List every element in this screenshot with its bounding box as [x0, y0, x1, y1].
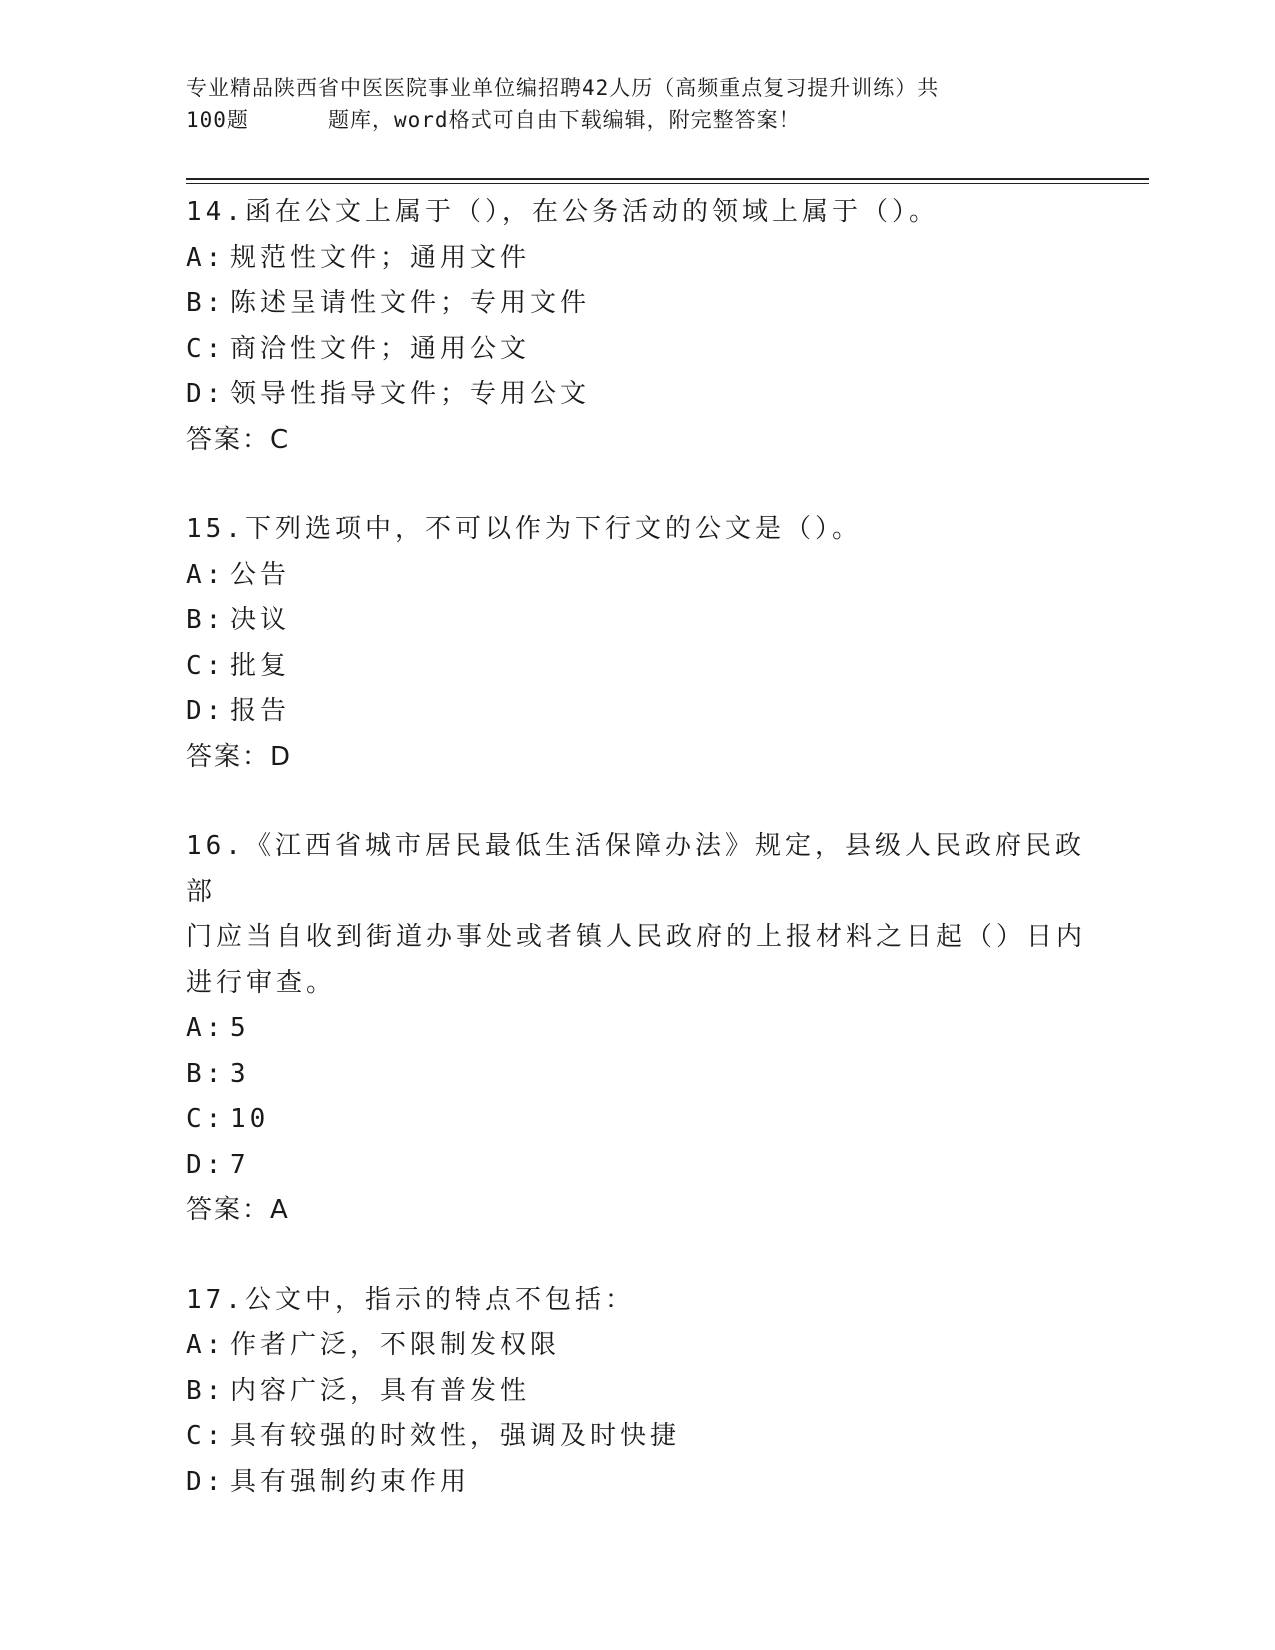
option-c — [186, 327, 1086, 373]
question-text: 14.函在公文上属于（），在公务活动的领域上属于（）。 — [186, 197, 939, 227]
document-header — [186, 72, 1066, 136]
option-text: 报告 — [230, 696, 291, 726]
option-letter: B: — [186, 1058, 226, 1089]
option-a — [186, 553, 1086, 599]
question-text: 17.公文中，指示的特点不包括： — [186, 1284, 635, 1315]
answer-text: 答案：D — [186, 741, 293, 772]
header-question-count: 100题 — [186, 108, 249, 132]
question-14 — [186, 190, 1086, 463]
header-description: 题库，word格式可自由下载编辑，附完整答案！ — [328, 108, 801, 132]
option-letter: C: — [186, 1104, 226, 1134]
option-a — [186, 1006, 1086, 1052]
option-text: 商洽性文件；通用公文 — [230, 333, 531, 364]
option-d — [186, 372, 1086, 418]
option-letter: A: — [186, 1330, 226, 1360]
option-a — [186, 236, 1086, 282]
option-text: 7 — [230, 1149, 250, 1180]
header-divider-thin — [186, 183, 1149, 184]
option-letter: C: — [186, 650, 226, 681]
option-text: 领导性指导文件；专用公文 — [230, 379, 591, 409]
question-text: 15.下列选项中，不可以作为下行文的公文是（）。 — [186, 514, 862, 544]
option-b — [186, 1369, 1086, 1415]
header-line-1: 专业精品陕西省中医医院事业单位编招聘42人历（高频重点复习提升训练）共 — [186, 76, 940, 100]
header-line-2 — [186, 104, 1066, 136]
option-letter: A: — [186, 559, 226, 590]
option-b — [186, 1052, 1086, 1098]
option-b — [186, 281, 1086, 327]
question-16 — [186, 824, 1086, 1234]
option-b — [186, 598, 1086, 644]
option-text: 批复 — [230, 650, 291, 681]
option-text: 决议 — [230, 605, 291, 635]
option-text: 10 — [230, 1104, 270, 1134]
option-text: 陈述呈请性文件；专用文件 — [230, 288, 591, 318]
option-letter: B: — [186, 605, 226, 635]
option-c — [186, 1414, 1086, 1460]
option-letter: A: — [186, 1013, 226, 1043]
question-text-line-3: 进行审查。 — [186, 967, 337, 998]
question-list — [186, 190, 1086, 1549]
answer-text: 答案：A — [186, 1195, 290, 1225]
header-divider-thick — [186, 178, 1149, 180]
option-text: 5 — [230, 1013, 250, 1043]
option-letter: D: — [186, 1149, 226, 1180]
option-d — [186, 689, 1086, 735]
option-letter: A: — [186, 242, 226, 273]
question-text-line-2: 门应当自收到街道办事处或者镇人民政府的上报材料之日起（）日内 — [186, 922, 1087, 952]
option-text: 具有较强的时效性，强调及时快捷 — [230, 1421, 681, 1451]
question-17 — [186, 1278, 1086, 1506]
option-letter: D: — [186, 696, 226, 726]
option-text: 规范性文件；通用文件 — [230, 242, 531, 273]
option-letter: D: — [186, 1466, 226, 1497]
option-letter: C: — [186, 1421, 226, 1451]
option-letter: C: — [186, 333, 226, 364]
option-text: 3 — [230, 1058, 250, 1089]
option-text: 公告 — [230, 559, 291, 590]
question-text-line-1: 16.《江西省城市居民最低生活保障办法》规定，县级人民政府民政部 — [186, 831, 1085, 907]
option-d — [186, 1460, 1086, 1506]
option-c — [186, 644, 1086, 690]
option-c — [186, 1097, 1086, 1143]
option-text: 内容广泛，具有普发性 — [230, 1375, 531, 1406]
answer-text: 答案：C — [186, 424, 291, 455]
question-15 — [186, 507, 1086, 780]
option-d — [186, 1143, 1086, 1189]
option-letter: B: — [186, 288, 226, 318]
option-letter: D: — [186, 379, 226, 409]
option-text: 作者广泛，不限制发权限 — [230, 1330, 561, 1360]
option-letter: B: — [186, 1375, 226, 1406]
option-a — [186, 1323, 1086, 1369]
option-text: 具有强制约束作用 — [230, 1466, 471, 1497]
